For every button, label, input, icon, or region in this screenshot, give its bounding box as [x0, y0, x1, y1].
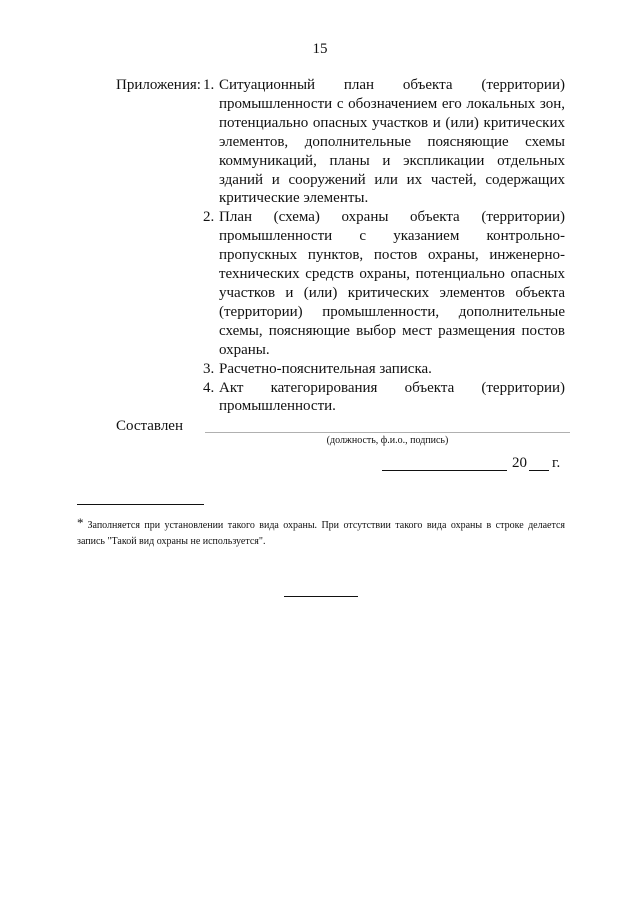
appendix-item-text: План (схема) охраны объекта (территории) промышленности с указанием контрольно-пропускных пунктов, постов охраны, инженерно-технических средств охраны, потенциально опасных участков и (или) критических элементов объекта (территории) промышленности, дополнительные схемы, поясняющие выбор мест размещения постов охраны. — [219, 209, 565, 358]
appendix-item-3 — [203, 360, 565, 379]
footnote — [77, 515, 565, 550]
composed-by-label: Составлен — [116, 418, 183, 434]
appendix-item-number: 1. — [203, 77, 215, 93]
appendix-item-1 — [203, 76, 565, 208]
appendix-item-text: Ситуационный план объекта (территории) промышленности с обозначением его локальных зон, потенциально опасных участков и (или) критических элементов, дополнительные поясняющие схемы коммуникаций, планы и экспликации отдельных зданий и сооружений или их частей, содержащих критические элементы. — [219, 77, 565, 207]
appendix-item-2 — [203, 208, 565, 359]
date-day-month-blank — [382, 470, 507, 471]
appendix-item-number: 4. — [203, 379, 215, 396]
signature-caption: (должность, ф.и.о., подпись) — [326, 435, 449, 446]
footnote-separator — [77, 504, 204, 505]
appendix-item-number: 3. — [203, 360, 215, 377]
footnote-mark: * — [77, 515, 84, 530]
date-year-prefix: 20 — [512, 455, 527, 471]
appendix-item-4 — [203, 379, 565, 417]
signature-line — [205, 432, 570, 433]
appendix-item-text: Акт категорирования объекта (территории) промышленности. — [219, 379, 565, 415]
date-year-suffix: г. — [552, 455, 561, 471]
end-of-document-rule — [284, 596, 358, 597]
appendix-item-number: 2. — [203, 209, 215, 226]
footnote-text: Заполняется при установлении такого вида охраны. При отсутствии такого вида охраны в строке делается запись "Такой вид охраны не используется". — [77, 520, 565, 547]
appendix-item-text: Расчетно-пояснительная записка. — [219, 360, 432, 377]
appendices-list — [203, 76, 565, 416]
page-number: 15 — [312, 41, 328, 57]
appendices-label: Приложения: — [116, 77, 201, 93]
date-year-blank — [529, 470, 549, 471]
